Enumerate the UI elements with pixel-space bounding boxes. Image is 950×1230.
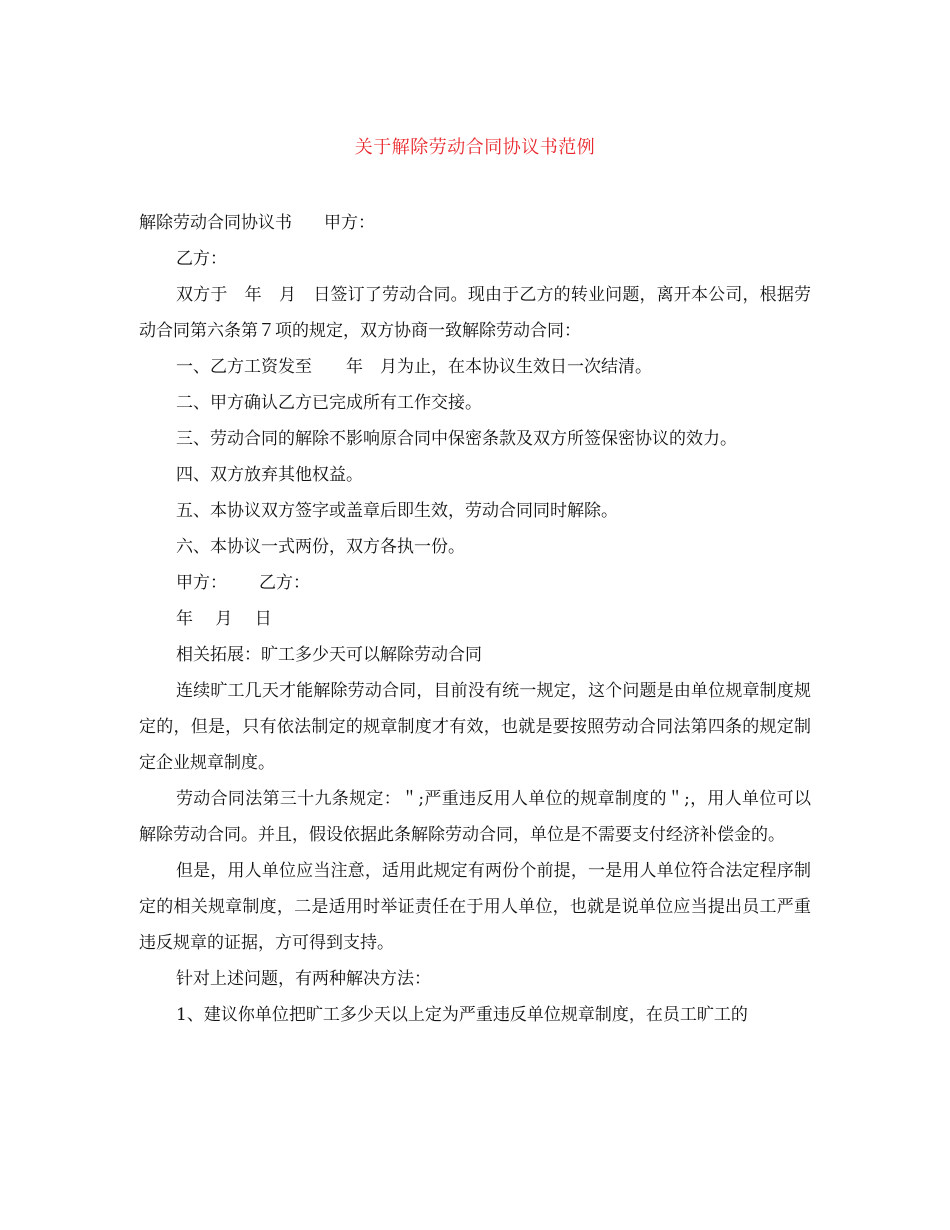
- signature-party-b: 乙方：: [259, 573, 310, 593]
- document-body: [139, 205, 811, 1033]
- paragraph-4: 三、劳动合同的解除不影响原合同中保密条款及双方所签保密协议的效力。: [176, 429, 737, 449]
- party-b-label: 乙方：: [176, 249, 227, 269]
- signature-party-a: 甲方：: [176, 573, 227, 593]
- extension-paragraph-1: 连续旷工几天才能解除劳动合同，目前没有统一规定，这个问题是由单位规章制度规定的，但是，只有依法制定的规章制度才有效，也就是要按照劳动合同法第四条的规定制定企业规章制度。: [139, 681, 811, 773]
- document-title: 关于解除劳动合同协议书范例: [354, 137, 596, 158]
- extension-paragraph-3: 但是，用人单位应当注意，适用此规定有两份个前提，一是用人单位符合法定程序制定的相关规章制度，二是适用时举证责任在于用人单位，也就是说单位应当提出员工严重违反规章的证据，方可得到支持。: [139, 861, 811, 953]
- paragraph-5: 四、双方放弃其他权益。: [176, 465, 363, 485]
- paragraph-1: 双方于 年 月 日签订了劳动合同。现由于乙方的转业问题，离开本公司，根据劳动合同第六条第７项的规定，双方协商一致解除劳动合同：: [139, 285, 811, 341]
- paragraph-6: 五、本协议双方签字或盖章后即生效，劳动合同同时解除。: [176, 501, 618, 521]
- party-a-label: 甲方：: [324, 213, 375, 233]
- extension-title: 相关拓展：旷工多少天可以解除劳动合同: [176, 645, 482, 665]
- header-line: [139, 205, 811, 241]
- paragraph-2: 一、乙方工资发至 年 月为止，在本协议生效日一次结清。: [176, 357, 652, 377]
- extension-paragraph-5: 1、建议你单位把旷工多少天以上定为严重违反单位规章制度，在员工旷工的: [176, 1005, 748, 1025]
- agreement-name: 解除劳动合同协议书: [139, 213, 292, 233]
- extension-paragraph-4: 针对上述问题，有两种解决方法：: [176, 969, 431, 989]
- paragraph-7: 六、本协议一式两份，双方各执一份。: [176, 537, 465, 557]
- extension-paragraph-2: 劳动合同法第三十九条规定：＂;严重违反用人单位的规章制度的＂;，用人单位可以解除劳动合同。并且，假设依据此条解除劳动合同，单位是不需要支付经济补偿金的。: [139, 789, 811, 845]
- paragraph-3: 二、甲方确认乙方已完成所有工作交接。: [176, 393, 482, 413]
- signature-line: [139, 565, 811, 601]
- date-line: 年 月 日: [176, 609, 272, 629]
